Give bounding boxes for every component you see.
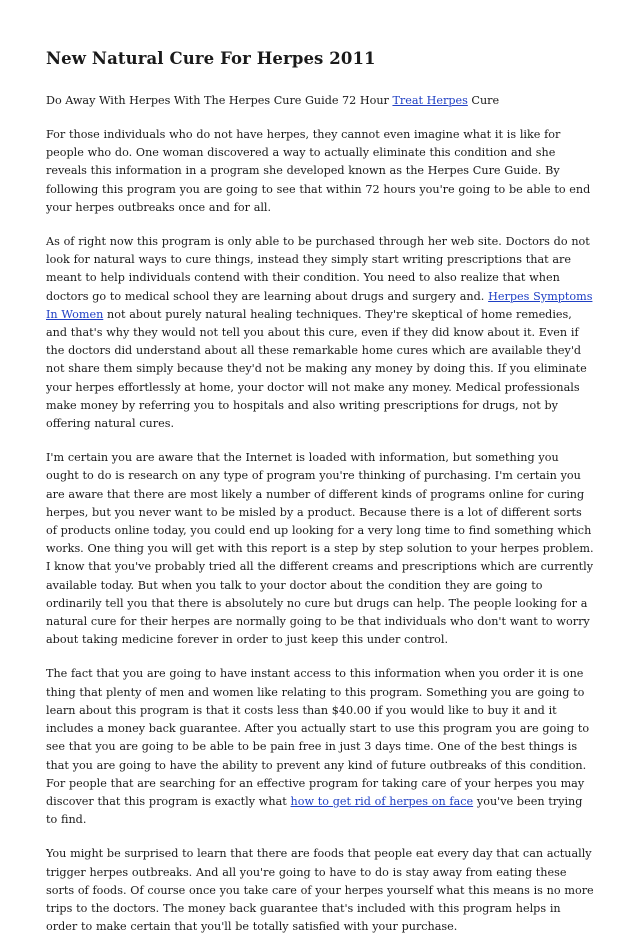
- treat-herpes-link[interactable]: Treat Herpes: [392, 94, 468, 107]
- subtitle-text-before: Do Away With Herpes With The Herpes Cure Guide 72 Hour: [46, 94, 393, 107]
- paragraph-3: I'm certain you are aware that the Internet is loaded with information, but something you ought to do is research on any type of program you're thinking of purchasing. I'm certain you are aware that there are most likely a number of different kinds of programs online for curing herpes, but you never want to be misled by a product. Because there is a lot of different sorts of products online today, you could end up looking for a very long time to find something which works. One thing you will get with this report is a step by step solution to your herpes problem. I know that you've probably tried all the different creams and prescriptions which are currently available today. But when you talk to your doctor about the condition they are going to ordinarily tell you that there is absolutely no cure but drugs can help. The people looking for a natural cure for their herpes are normally going to be that individuals who don't want to worry about taking medicine forever in order to just keep this under control.: [46, 451, 594, 647]
- herpes-symptoms-in-women-link[interactable]: Herpes Symptoms In Women: [46, 289, 593, 321]
- paragraph-2-text-after: not about purely natural healing techniques. They're skeptical of home remedies, and that's why they would not tell you about this cure, even if they did know about it. Even if the doctors did understand about all these remarkable home cures which are available they'd not share them simply because they'd not be making any money by doing this. If you eliminate your herpes effortlessly at home, your doctor will not make any money. Medical professionals make money by referring you to hospitals and also writing prescriptions for drugs, not by offering natural cures.: [46, 307, 587, 431]
- paragraph-5: You might be surprised to learn that there are foods that people eat every day that can actually trigger herpes outbreaks. And all you're going to have to do is stay away from eating these sorts of foods. Of course once you take care of your herpes yourself what this means is no more trips to the doctors. The money back guarantee that's included with this program helps in order to make certain that you'll be totally satisfied with your purchase.: [46, 847, 594, 934]
- paragraph-2-text-before: As of right now this program is only able to be purchased through her web site. Doctors do not look for natural ways to cure things, instead they simply start writing prescriptions that are meant to help individuals contend with their condition. You need to also realize that when doctors go to medical school they are learning about drugs and surgery and.: [46, 235, 590, 303]
- document-title: New Natural Cure For Herpes 2011: [46, 49, 376, 68]
- paragraph-4-text-before: The fact that you are going to have instant access to this information when you order it is one thing that plenty of men and women like relating to this program. Something you are going to learn about this program is that it costs less than $40.00 if you would like to buy it and it includes a money back guarantee. After you actually start to use this program you are going to see that you are going to be able to be pain free in just 3 days time. One of the best things is that you are going to have the ability to prevent any kind of future outbreaks of this condition. For people that are searching for an effective program for taking care of your herpes you may discover that this program is exactly what: [46, 667, 590, 808]
- paragraph-4: [46, 665, 594, 829]
- document-subtitle: [46, 92, 594, 110]
- subtitle-text-after: Cure: [467, 94, 500, 107]
- paragraph-2: [46, 233, 594, 433]
- get-rid-of-herpes-on-face-link[interactable]: how to get rid of herpes on face: [290, 794, 474, 808]
- paragraph-4-text-after: you've been trying to find.: [46, 794, 583, 827]
- paragraph-1: For those individuals who do not have herpes, they cannot even imagine what it is like for people who do. One woman discovered a way to actually eliminate this condition and she reveals this information in a program she developed known as the Herpes Cure Guide. By following this program you are going to see that within 72 hours you're going to be able to end your herpes outbreaks once and for all.: [46, 128, 591, 214]
